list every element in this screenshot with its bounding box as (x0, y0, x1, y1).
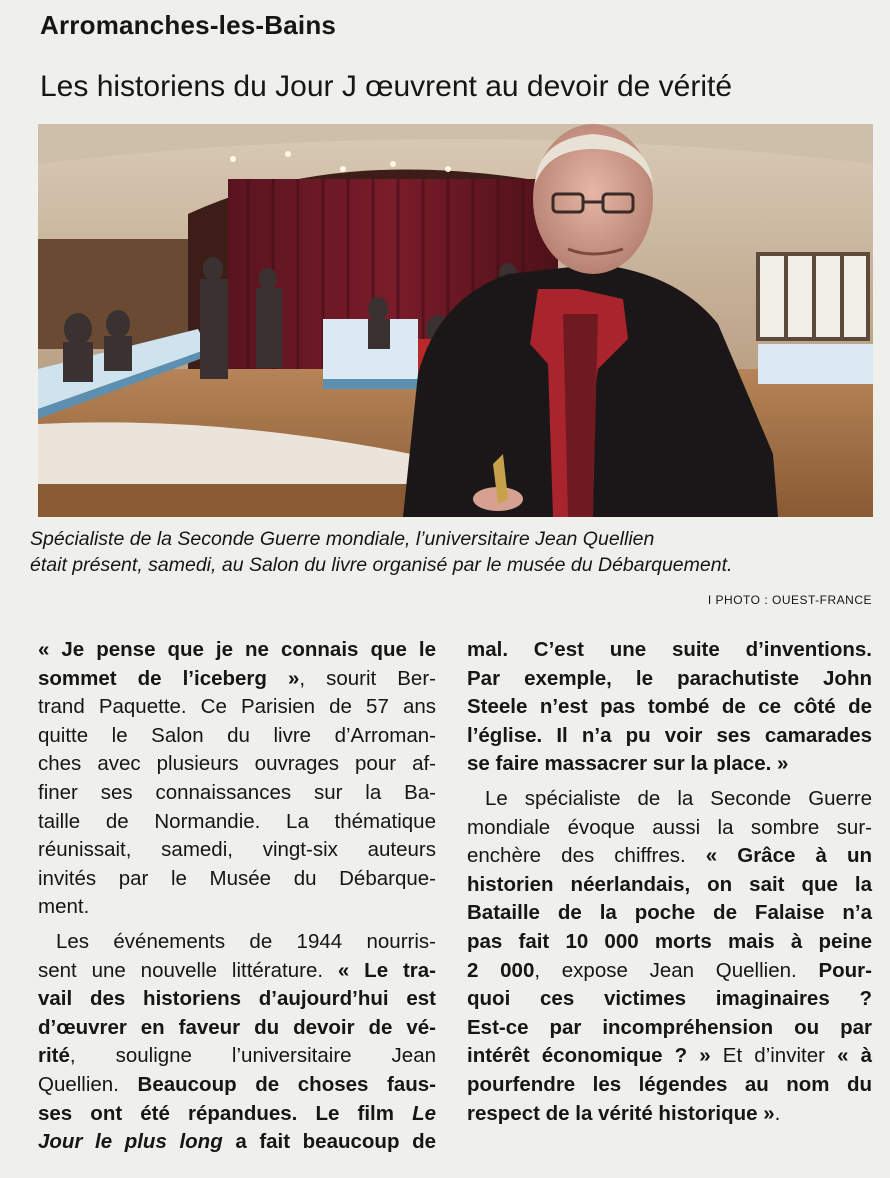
text-line (38, 779, 436, 808)
text-line (467, 722, 872, 751)
text-line (38, 693, 436, 722)
text-line (467, 1071, 872, 1100)
section-kicker: Arromanches-les-Bains (40, 10, 337, 40)
caption-line: était présent, samedi, au Salon du livre organisé par le musée du Débarquement. (30, 554, 733, 576)
article-headline: Les historiens du Jour J œuvrent au devoir de vérité (40, 70, 733, 103)
text-run: mondiale évoque aussi la sombre sur- (467, 815, 872, 839)
text-run: , souligne l’universitaire Jean (69, 1044, 436, 1068)
text-run: « Grâce à un (705, 844, 872, 868)
text-line (38, 665, 436, 694)
text-run: ses ont été répandues. Le film (38, 1101, 413, 1125)
text-run: « Je pense que je ne connais que le (38, 638, 436, 661)
text-run: respect de la vérité historique » (467, 1101, 775, 1125)
caption-line: Spécialiste de la Seconde Guerre mondiale, l’universitaire Jean Quellien (30, 528, 655, 550)
text-run: pourfendre les légendes au nom du (467, 1072, 872, 1096)
text-run: d’œuvrer en faveur du devoir de vé- (38, 1015, 436, 1039)
text-line (38, 1100, 436, 1129)
text-line (467, 693, 872, 722)
text-line (467, 899, 872, 928)
text-run: enchère des chiffres. (467, 844, 706, 868)
text-line (38, 722, 436, 751)
text-line (38, 893, 436, 922)
text-line (467, 842, 872, 871)
text-run: ches avec plusieurs ouvrages pour af- (38, 752, 436, 776)
text-line (467, 985, 872, 1014)
text-run: historien néerlandais, on sait que la (467, 872, 872, 896)
text-run: Est-ce par incompréhension ou par (467, 1015, 872, 1039)
text-run: finer ses connaissances sur la Ba- (38, 780, 436, 804)
text-line (38, 928, 436, 957)
text-line (38, 985, 436, 1014)
text-run: quoi ces victimes imaginaires ? (467, 987, 872, 1011)
text-run: quitte le Salon du livre d’Arroman- (38, 723, 436, 747)
text-run: l’église. Il n’a pu voir ses camarades (467, 723, 872, 747)
text-run: Jour le plus long (38, 1130, 223, 1154)
text-run: « à (837, 1044, 872, 1068)
text-line (467, 871, 872, 900)
article-column-right (467, 636, 872, 1128)
text-run: Bataille de la poche de Falaise n’a (467, 901, 872, 925)
text-line (467, 785, 872, 814)
text-run: , sourit Ber- (299, 666, 436, 690)
text-line (467, 814, 872, 843)
text-run: Pour- (818, 958, 872, 982)
text-run: Quellien. (38, 1072, 138, 1096)
text-line (38, 808, 436, 837)
text-line (467, 928, 872, 957)
text-line (38, 836, 436, 865)
article-column-left (38, 636, 436, 1157)
text-run: taille de Normandie. La thématique (38, 809, 436, 833)
text-run: Par exemple, le parachutiste John (467, 666, 872, 690)
text-run: se faire massacrer sur la place. » (467, 752, 789, 776)
photo-illustration (38, 124, 873, 517)
text-run: « Le tra- (337, 958, 437, 982)
text-line (38, 1071, 436, 1100)
text-line (467, 636, 872, 665)
text-line (38, 1042, 436, 1071)
text-run: mal. C’est une suite d’inventions. (467, 638, 872, 661)
text-line (38, 957, 436, 986)
text-line (467, 750, 872, 779)
text-run: Le (412, 1101, 436, 1125)
text-run: pas fait 10 000 morts mais à peine (467, 929, 872, 953)
text-line (38, 1014, 436, 1043)
text-run: Et d’inviter (710, 1044, 838, 1068)
text-run: trand Paquette. Ce Parisien de 57 ans (38, 695, 436, 719)
text-run: intérêt économique ? » (467, 1044, 711, 1068)
text-run: Beaucoup de choses faus- (137, 1072, 437, 1096)
text-run: invités par le Musée du Débarque- (38, 866, 436, 890)
text-run: ment. (38, 895, 90, 919)
text-line (467, 1042, 872, 1071)
text-run: Steele n’est pas tombé de ce côté de (467, 695, 872, 719)
text-line (467, 1014, 872, 1043)
text-run: a fait beaucoup de (222, 1130, 436, 1154)
text-run: réunissait, samedi, vingt-six auteurs (38, 838, 436, 862)
text-run: 2 000 (467, 958, 535, 982)
photo-credit: I PHOTO : OUEST-FRANCE (707, 593, 872, 607)
text-run: vail des historiens d’aujourd’hui est (38, 987, 436, 1011)
text-line (38, 636, 436, 665)
text-run: Les événements de 1944 nourris- (56, 929, 436, 953)
text-line (467, 1100, 872, 1129)
text-line (38, 750, 436, 779)
photo-caption (30, 526, 875, 578)
text-run: sent une nouvelle littérature. (38, 958, 338, 982)
text-line (38, 865, 436, 894)
text-run: sommet de l’iceberg » (38, 666, 300, 690)
text-run: rité (38, 1044, 70, 1068)
text-line (467, 665, 872, 694)
text-line (467, 957, 872, 986)
article-photo (38, 124, 873, 517)
text-run: , expose Jean Quellien. (534, 958, 819, 982)
text-run: Le spécialiste de la Seconde Guerre (485, 786, 872, 810)
text-run: . (774, 1101, 781, 1125)
text-line (38, 1128, 436, 1157)
